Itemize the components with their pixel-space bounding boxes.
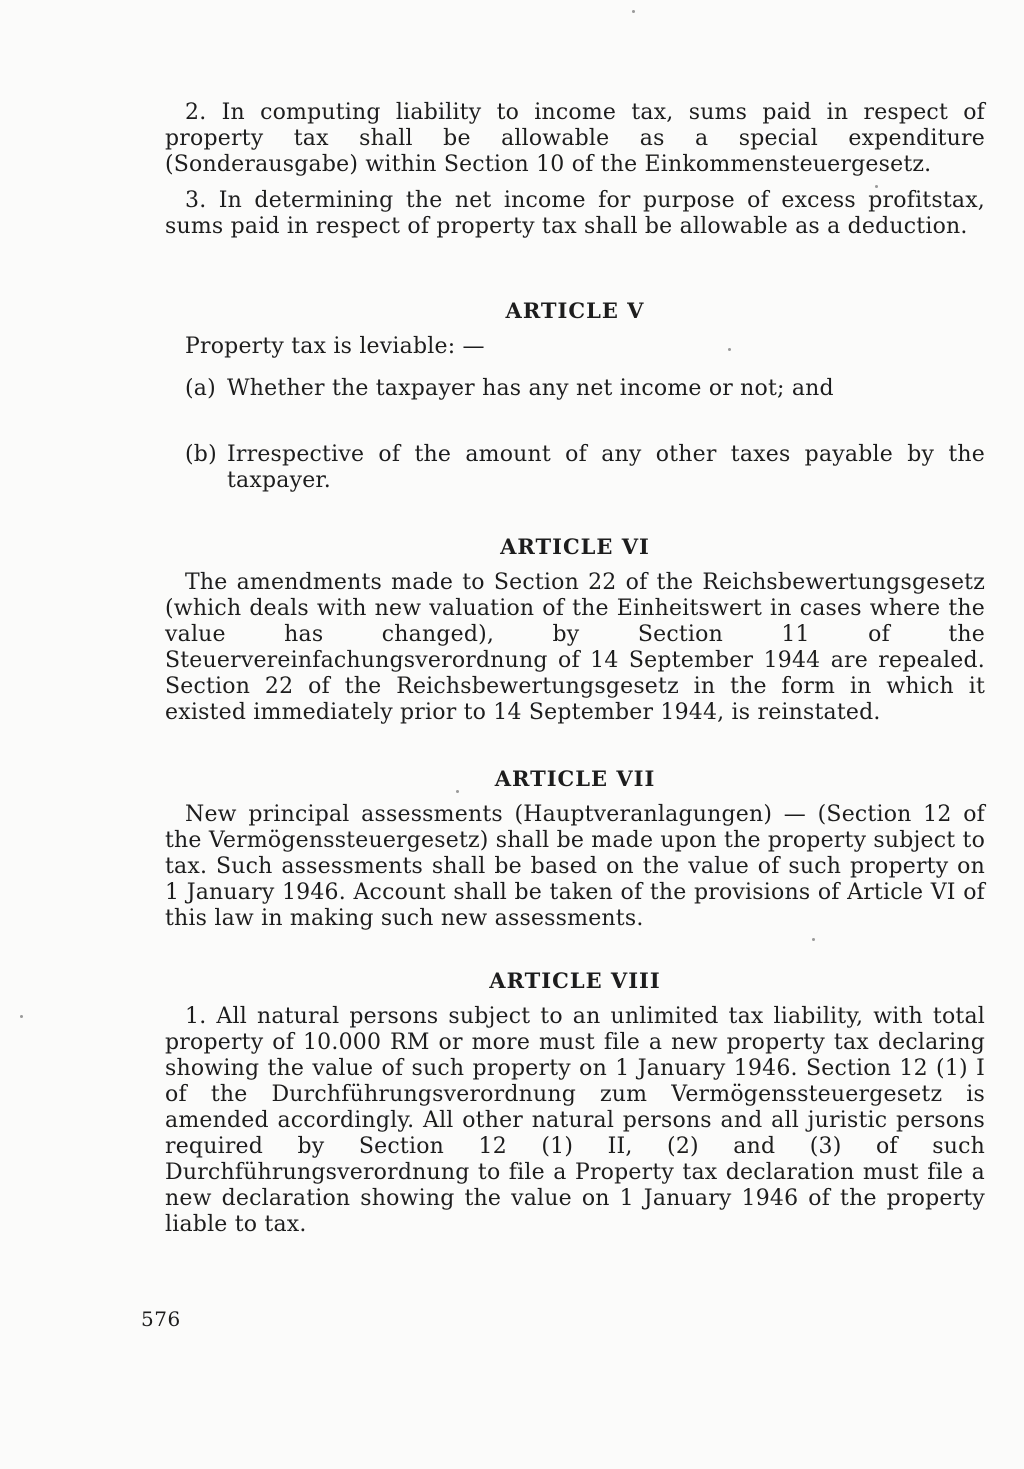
scan-speck	[456, 790, 459, 793]
item-a-label: (a)	[185, 376, 216, 401]
article-vi-heading: ARTICLE VI	[500, 534, 650, 559]
scan-speck	[20, 1015, 23, 1018]
article-vii-text: New principal assessments (Hauptveranlagungen) — (Section 12 of the Vermögenssteuergesetz) shall be made upon the property subject to tax. Such assessments shall be based on the value of such property on 1 January 1946. Account shall be taken of the provisions of Article VI of this law in making such new assessments.	[165, 802, 986, 931]
article-v-item-b	[165, 442, 985, 494]
scan-speck	[728, 348, 731, 351]
item-b-text: Irrespective of the amount of any other taxes payable by the taxpayer.	[227, 442, 985, 493]
article-viii-heading: ARTICLE VIII	[489, 968, 661, 993]
article-v-heading: ARTICLE V	[505, 298, 645, 323]
scan-speck	[812, 938, 815, 941]
scan-speck	[875, 185, 878, 188]
article-v-item-a	[165, 376, 985, 402]
article-v-lead: Property tax is leviable: —	[185, 334, 485, 359]
scan-speck	[632, 10, 635, 13]
paragraph-3: 3. In determining the net income for purpose of excess profitstax, sums paid in respect of property tax shall be allowable as a deduction.	[165, 188, 985, 239]
paragraph-2: 2. In computing liability to income tax, sums paid in respect of property tax shall be allowable as a special expenditure (Sonderausgabe) within Section 10 of the Einkommensteuergesetz.	[165, 100, 985, 177]
item-a-text: Whether the taxpayer has any net income or not; and	[227, 376, 834, 401]
article-viii-text: 1. All natural persons subject to an unlimited tax liability, with total property of 10.000 RM or more must file a new property tax declaring showing the value of such property on 1 January 1946. Section 12 (1) I of the Durchführungsverordnung zum Vermögenssteuergesetz is amended accordingly. All other natural persons and all juristic persons required by Section 12 (1) II, (2) and (3) of such Durchführungsverordnung to file a Property tax declaration must file a new declaration showing the value on 1 January 1946 of the property liable to tax.	[165, 1004, 985, 1237]
page-number: 576	[141, 1307, 181, 1331]
article-vii-heading: ARTICLE VII	[494, 766, 656, 791]
text-column	[165, 100, 985, 1238]
item-b-label: (b)	[185, 442, 217, 467]
article-vi-text: The amendments made to Section 22 of the Reichsbewertungsgesetz (which deals with new valuation of the Einheitswert in cases where the value has changed), by Section 11 of the Steuervereinfachungsverordnung of 14 September 1944 are repealed. Section 22 of the Reichsbewertungsgesetz in the form in which it existed immediately prior to 14 September 1944, is reinstated.	[165, 570, 985, 725]
